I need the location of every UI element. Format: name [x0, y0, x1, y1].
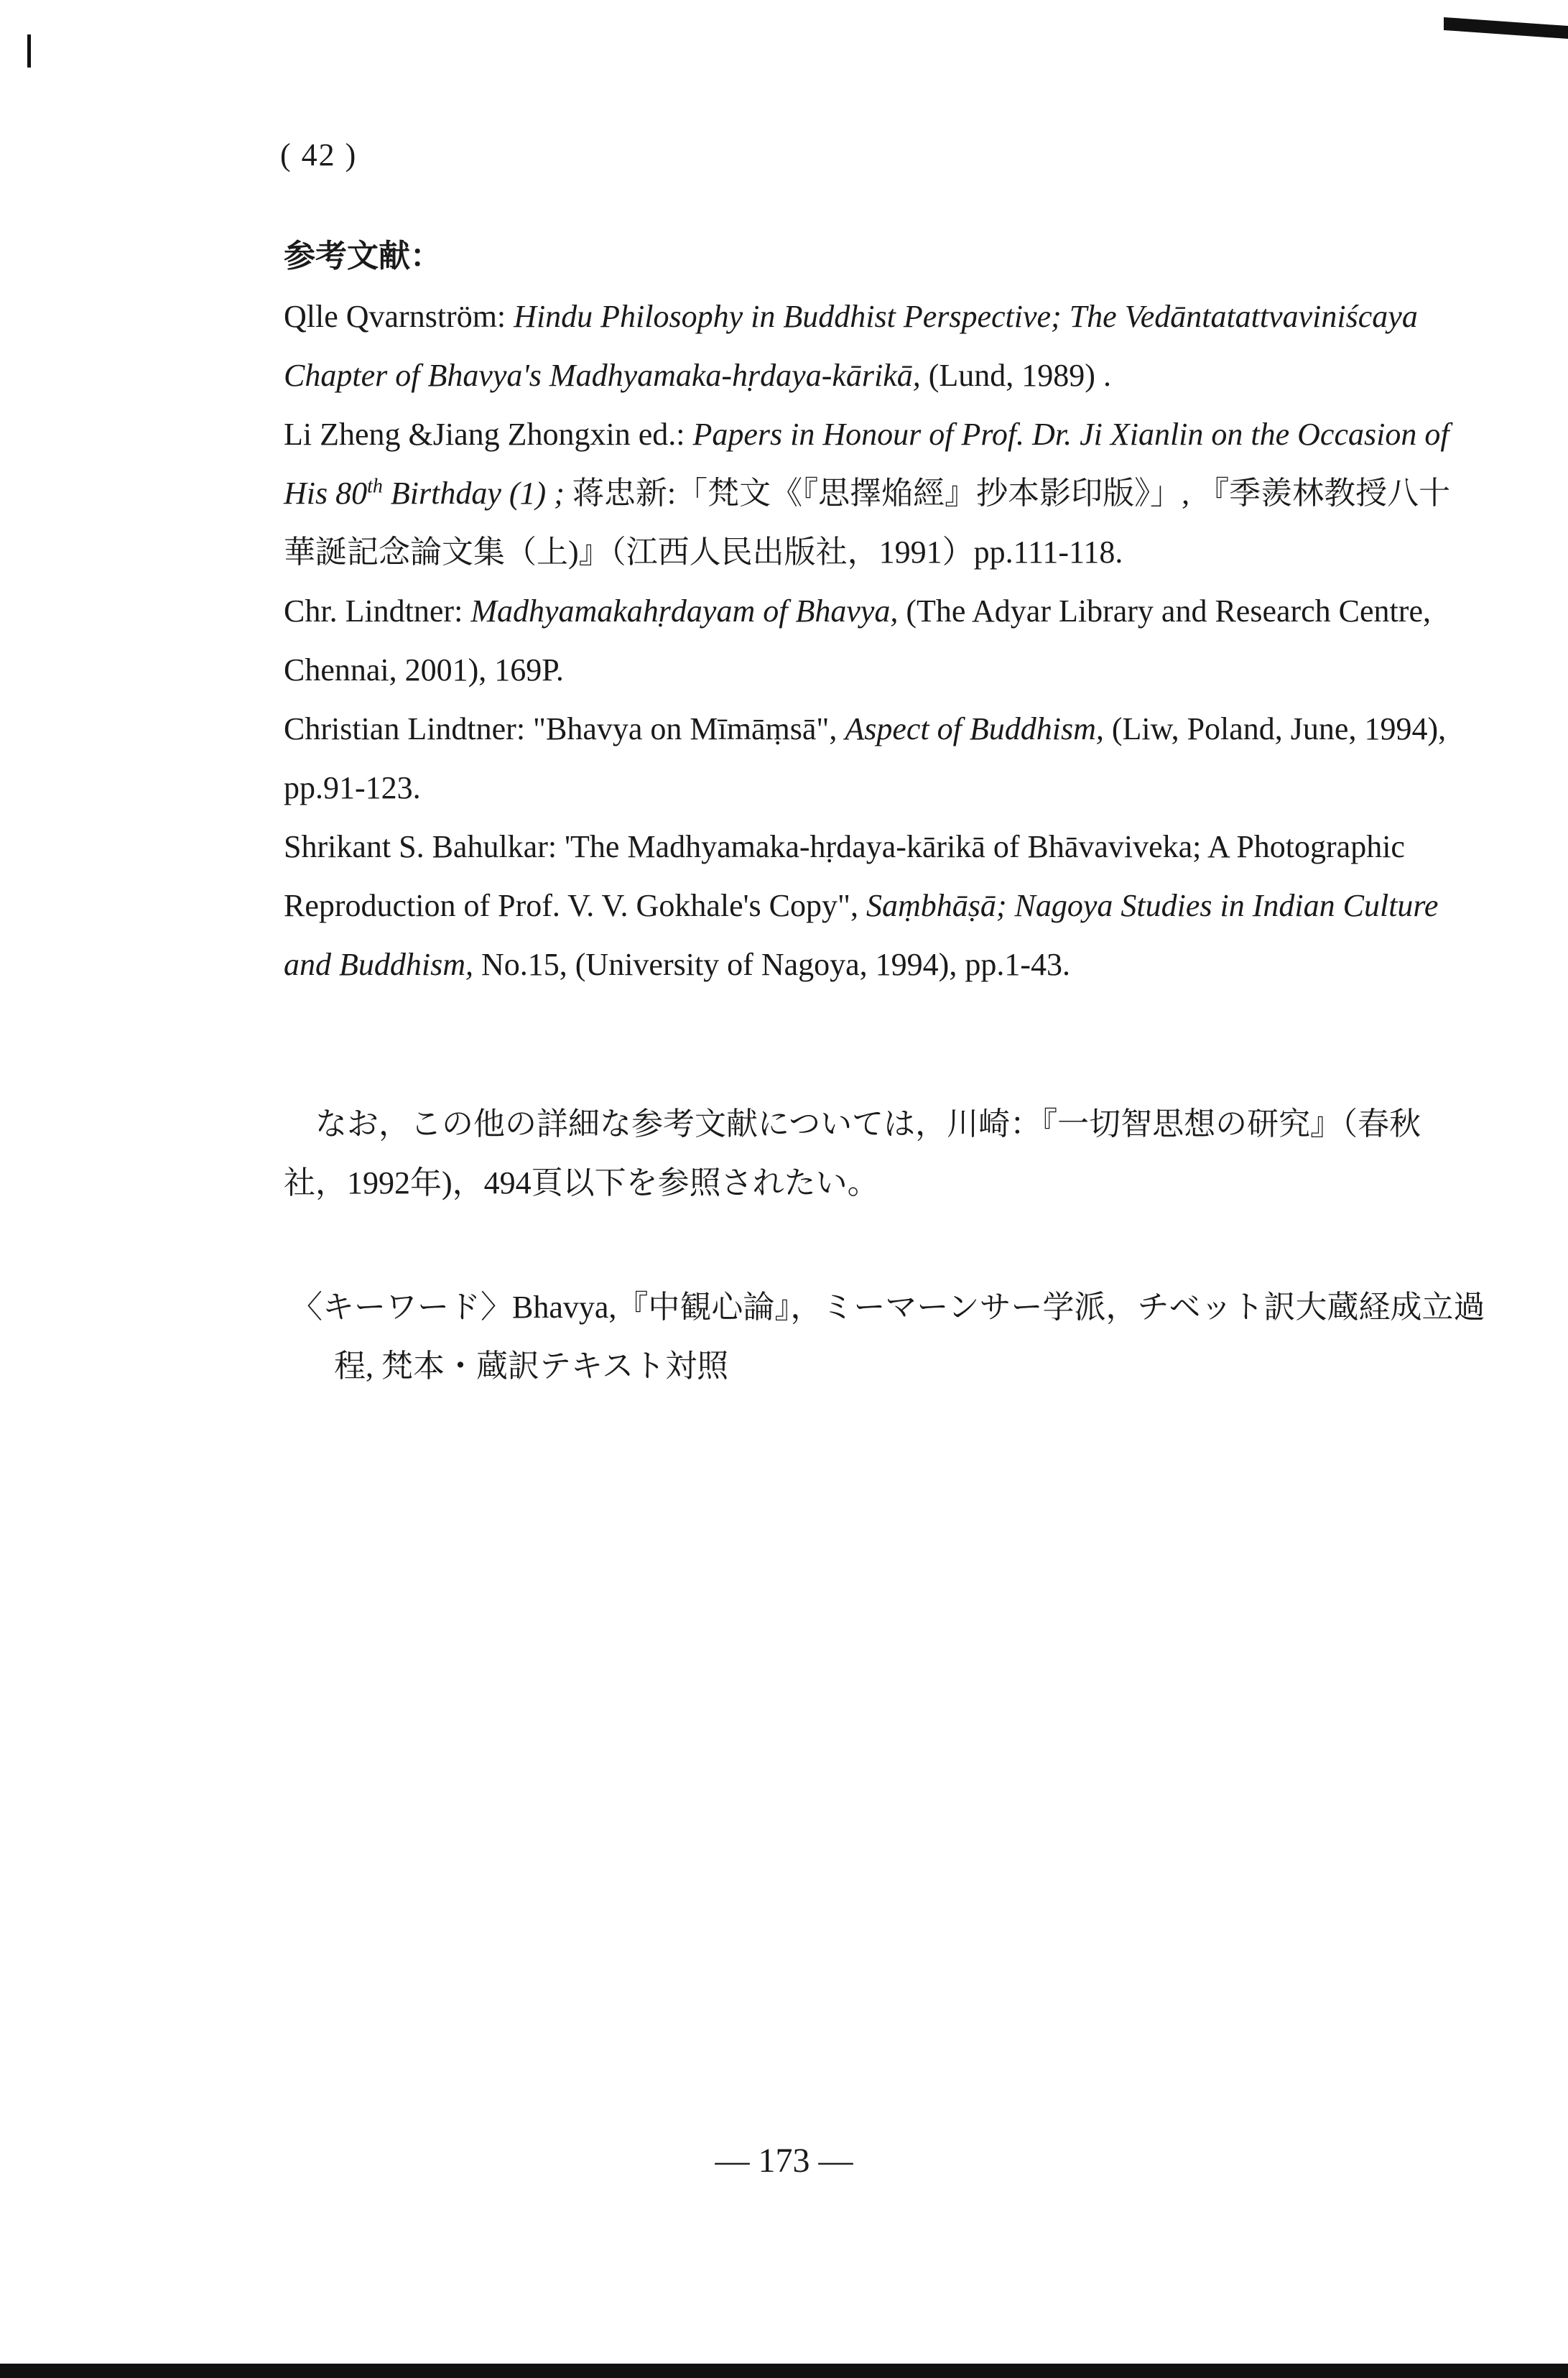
reference-item	[284, 405, 1469, 582]
reference-title: Saṃbhāṣā; Nagoya Studies in Indian Culture and Buddhism,	[284, 888, 1439, 982]
further-references-note: なお，この他の詳細な参考文献については，川崎：『一切智思想の研究』（春秋社，1992年)，494頁以下を参照されたい。	[284, 1106, 1421, 1200]
reference-author: Li Zheng &Jiang Zhongxin ed.:	[284, 417, 693, 452]
page-number: ( 42 )	[280, 137, 358, 172]
reference-title: Hindu Philosophy in Buddhist Perspective; The Vedāntatattvaviniścaya Chapter of Bhavya's Madhyamaka-hṛdaya-kārikā,	[284, 299, 1418, 393]
reference-item	[284, 700, 1469, 818]
reference-item	[284, 582, 1469, 700]
reference-author: Qlle Qvarnström:	[284, 299, 514, 334]
reference-details: 蒋忠新:「梵文《『思擇焔經』抄本影印版》」, 『季羨林教授八十華誕記念論文集（上)』（江西人民出版社，1991）pp.111-118.	[284, 476, 1451, 570]
scan-mark-top-right	[1444, 17, 1568, 39]
reference-details: (Lund, 1989) .	[920, 358, 1111, 393]
reference-title-text-end: Birthday (1) ;	[382, 476, 572, 511]
reference-item	[284, 818, 1469, 994]
folio-page-number: — 173 —	[715, 2142, 853, 2180]
reference-list	[284, 287, 1469, 994]
reference-title: Aspect of Buddhism,	[845, 711, 1104, 746]
reference-author: Chr. Lindtner:	[284, 593, 471, 629]
scan-mark-top-left	[27, 34, 31, 68]
reference-title-text: Papers in Honour of Prof. Dr. Ji Xianlin on the Occasion of His 80	[284, 417, 1449, 511]
reference-details: (Liw, Poland, June, 1994), pp.91-123.	[284, 711, 1447, 805]
reference-title-superscript: th	[367, 475, 383, 498]
keywords: 〈キーワード〉Bhavya,『中観心論』，ミーマーンサー学派，チベット訳大蔵経成立過程, 梵本・蔵訳テキスト対照	[291, 1290, 1485, 1384]
scan-mark-bottom-edge	[0, 2364, 1568, 2378]
reference-details: No.15, (University of Nagoya, 1994), pp.1-43.	[473, 947, 1070, 982]
reference-author: Shrikant S. Bahulkar: 'The Madhyamaka-hṛdaya-kārikā of Bhāvaviveka; A Photographic Reproduction of Prof. V. V. Gokhale's Copy",	[284, 829, 1405, 923]
reference-details: (The Adyar Library and Research Centre, Chennai, 2001), 169P.	[284, 593, 1431, 688]
reference-item	[284, 287, 1469, 405]
section-heading: 参考文献：	[284, 238, 442, 274]
reference-author: Christian Lindtner: "Bhavya on Mīmāṃsā",	[284, 711, 845, 746]
reference-title: Madhyamakahṛdayam of Bhavya,	[470, 593, 899, 629]
